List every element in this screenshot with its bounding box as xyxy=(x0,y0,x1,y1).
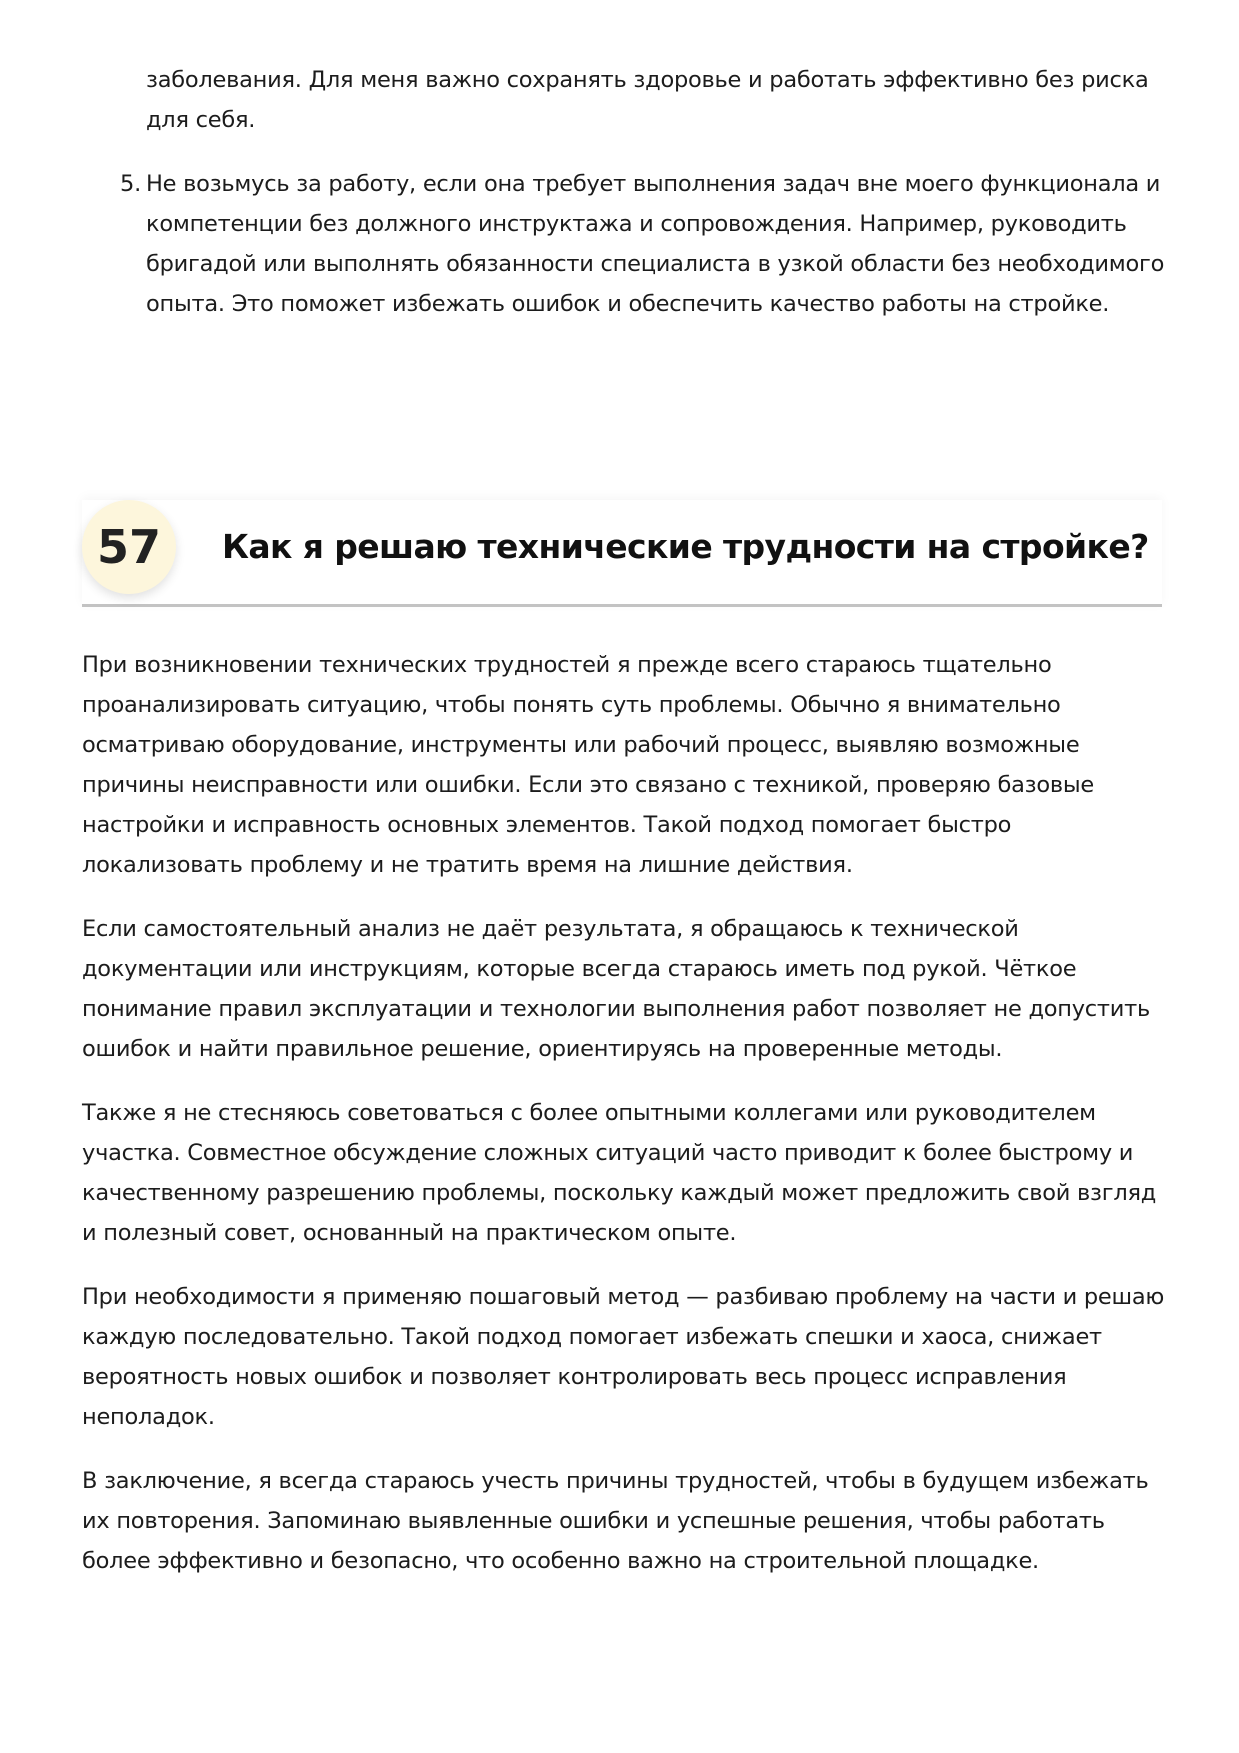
list-item-5 xyxy=(120,164,1170,324)
question-title: Как я решаю технические трудности на стройке? xyxy=(222,527,1149,566)
answer-paragraph-3: Также я не стесняюсь советоваться с более опытными коллегами или руководителем участка. Совместное обсуждение сложных ситуаций часто приводит к более быстрому и качественному разрешению проблемы, поскольку каждый может предложить свой взгляд и полезный совет, основанный на практическом опыте. xyxy=(82,1100,1157,1246)
answer-paragraph-1: При возникновении технических трудностей я прежде всего стараюсь тщательно проанализировать ситуацию, чтобы понять суть проблемы. Обычно я внимательно осматриваю оборудование, инструменты или рабочий процесс, выявляю возможные причины неисправности или ошибки. Если это связано с техникой, проверяю базовые настройки и исправность основных элементов. Такой подход помогает быстро локализовать проблему и не тратить время на лишние действия. xyxy=(82,652,1094,878)
list-item-number: 5. xyxy=(120,171,141,197)
answer-paragraph-2: Если самостоятельный анализ не даёт результата, я обращаюсь к технической документации или инструкциям, которые всегда стараюсь иметь под рукой. Чёткое понимание правил эксплуатации и технологии выполнения работ позволяет не допустить ошибок и найти правильное решение, ориентируясь на проверенные методы. xyxy=(82,916,1151,1062)
answer-paragraph-5: В заключение, я всегда стараюсь учесть причины трудностей, чтобы в будущем избежать их повторения. Запоминаю выявленные ошибки и успешные решения, чтобы работать более эффективно и безопасно, что особенно важно на строительной площадке. xyxy=(82,1468,1149,1574)
answer-paragraph-4: При необходимости я применяю пошаговый метод — разбиваю проблему на части и решаю каждую последовательно. Такой подход помогает избежать спешки и хаоса, снижает вероятность новых ошибок и позволяет контролировать весь процесс исправления неполадок. xyxy=(82,1284,1165,1430)
question-header xyxy=(82,500,1162,607)
answer-body xyxy=(82,645,1167,1605)
list-item-text: Не возьмусь за работу, если она требует выполнения задач вне моего функционала и компетенции без должного инструктажа и сопровождения. Например, руководить бригадой или выполнять обязанности специалиста в узкой области без необходимого опыта. Это поможет избежать ошибок и обеспечить качество работы на стройке. xyxy=(146,171,1165,317)
list-item-4-continuation: заболевания. Для меня важно сохранять здоровье и работать эффективно без риска для себя. xyxy=(146,67,1149,133)
numbered-list-continuation xyxy=(120,60,1170,324)
question-number-badge: 57 xyxy=(82,500,176,594)
